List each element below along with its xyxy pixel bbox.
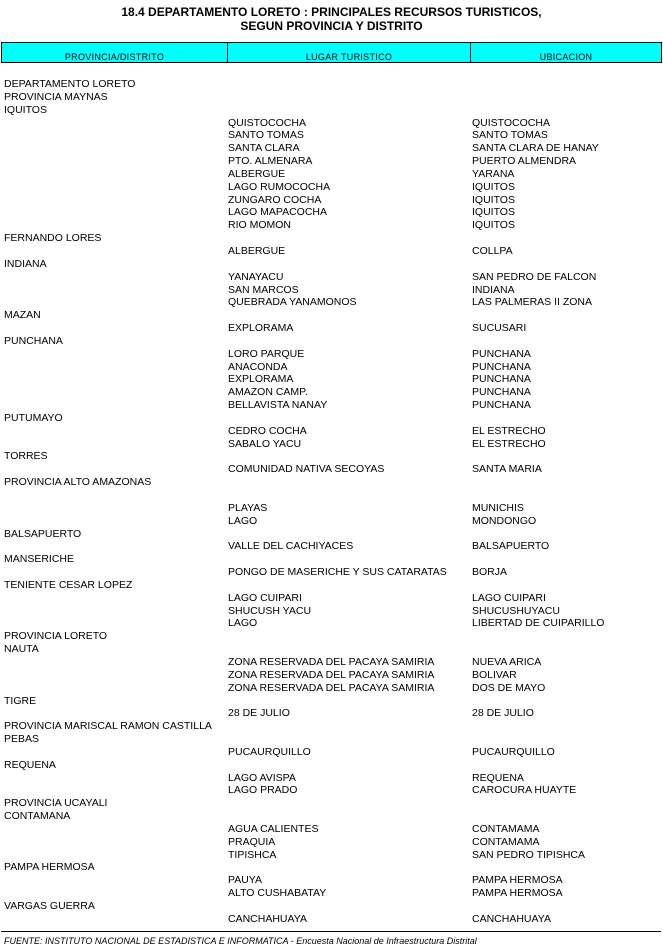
table-row — [0, 463, 663, 476]
table-row — [0, 245, 663, 258]
cell-provincia-distrito: PUTUMAYO — [4, 411, 63, 424]
table-row — [0, 425, 663, 438]
cell-ubicacion: BORJA — [472, 566, 508, 579]
table-row — [0, 206, 663, 219]
table-row — [0, 772, 663, 785]
cell-ubicacion: CONTAMAMA — [472, 822, 540, 835]
table-row — [0, 540, 663, 553]
table-row — [0, 271, 663, 284]
cell-provincia-distrito: NAUTA — [4, 643, 39, 656]
cell-ubicacion: EL ESTRECHO — [472, 424, 546, 437]
cell-ubicacion: SANTO TOMAS — [472, 129, 548, 142]
cell-ubicacion: REQUENA — [472, 771, 524, 784]
title-line-2: SEGUN PROVINCIA Y DISTRITO — [240, 19, 423, 33]
table-row — [0, 104, 663, 117]
header-lugar-turistico: LUGAR TURISTICO — [228, 43, 471, 62]
cell-provincia-distrito: PUNCHANA — [4, 334, 63, 347]
cell-ubicacion: COLLPA — [472, 244, 513, 257]
table-row — [0, 129, 663, 142]
footer-divider — [1, 931, 661, 932]
cell-ubicacion: CANCHAHUAYA — [472, 912, 551, 925]
cell-lugar-turistico: PONGO DE MASERICHE Y SUS CATARATAS — [228, 566, 447, 579]
cell-lugar-turistico: 28 DE JULIO — [228, 707, 290, 720]
cell-ubicacion: SHUCUSHUYACU — [472, 604, 560, 617]
cell-lugar-turistico: QUISTOCOCHA — [228, 116, 306, 129]
cell-ubicacion: NUEVA ARICA — [472, 655, 542, 668]
cell-ubicacion: LIBERTAD DE CUIPARILLO — [472, 617, 605, 630]
cell-ubicacion: 28 DE JULIO — [472, 707, 534, 720]
cell-lugar-turistico: PUCAURQUILLO — [228, 745, 311, 758]
cell-lugar-turistico: SANTA CLARA — [228, 142, 300, 155]
table-row — [0, 746, 663, 759]
cell-lugar-turistico: SANTO TOMAS — [228, 129, 304, 142]
cell-lugar-turistico: LAGO RUMOCOCHA — [228, 180, 331, 193]
cell-lugar-turistico: RIO MOMON — [228, 219, 291, 232]
cell-lugar-turistico: QUEBRADA YANAMONOS — [228, 296, 357, 309]
table-row — [0, 476, 663, 489]
table-row — [0, 656, 663, 669]
table-row — [0, 284, 663, 297]
table-row — [0, 296, 663, 309]
cell-provincia-distrito: FERNANDO LORES — [4, 232, 102, 245]
cell-ubicacion: IQUITOS — [472, 206, 515, 219]
cell-lugar-turistico: ZONA RESERVADA DEL PACAYA SAMIRIA — [228, 655, 435, 668]
table-row — [0, 887, 663, 900]
table-row — [0, 502, 663, 515]
cell-ubicacion: PAMPA HERMOSA — [472, 887, 563, 900]
table-row — [0, 438, 663, 451]
cell-ubicacion: SANTA MARIA — [472, 463, 542, 476]
table-row — [0, 91, 663, 104]
cell-provincia-distrito: DEPARTAMENTO LORETO — [4, 78, 136, 90]
table-row — [0, 219, 663, 232]
cell-ubicacion: CONTAMAMA — [472, 835, 540, 848]
cell-provincia-distrito: CONTAMANA — [4, 810, 71, 823]
cell-ubicacion: BOLIVAR — [472, 668, 517, 681]
table-row — [0, 913, 663, 926]
cell-provincia-distrito: REQUENA — [4, 758, 56, 771]
table-row — [0, 528, 663, 541]
cell-provincia-distrito: TENIENTE CESAR LOPEZ — [4, 578, 133, 591]
cell-provincia-distrito: MAZAN — [4, 309, 41, 322]
table-row — [0, 669, 663, 682]
table-body — [0, 78, 663, 926]
cell-ubicacion: BALSAPUERTO — [472, 540, 550, 553]
table-row — [0, 861, 663, 874]
cell-ubicacion: SAN PEDRO TIPISHCA — [472, 848, 585, 861]
cell-provincia-distrito: VARGAS GUERRA — [4, 900, 95, 912]
table-row — [0, 759, 663, 772]
cell-lugar-turistico: AGUA CALIENTES — [228, 822, 319, 835]
cell-lugar-turistico: AMAZON CAMP. — [228, 386, 308, 399]
table-row — [0, 386, 663, 399]
cell-ubicacion: LAS PALMERAS II ZONA — [472, 296, 593, 309]
cell-lugar-turistico: PTO. ALMENARA — [228, 155, 313, 168]
cell-lugar-turistico: ANACONDA — [228, 360, 288, 373]
cell-provincia-distrito: PROVINCIA MAYNAS — [4, 90, 108, 103]
cell-lugar-turistico: CEDRO COCHA — [228, 424, 307, 437]
cell-lugar-turistico: SHUCUSH YACU — [228, 604, 312, 617]
cell-lugar-turistico: PAUYA — [228, 874, 263, 887]
table-header — [1, 42, 662, 63]
table-row — [0, 797, 663, 810]
cell-ubicacion: LAGO CUIPARI — [472, 591, 546, 604]
cell-provincia-distrito: IQUITOS — [4, 103, 47, 116]
table-row — [0, 836, 663, 849]
cell-ubicacion: YARANA — [472, 167, 515, 180]
cell-provincia-distrito: PROVINCIA LORETO — [4, 630, 108, 643]
table-row — [0, 142, 663, 155]
cell-lugar-turistico: ALTO CUSHABATAY — [228, 887, 327, 900]
cell-lugar-turistico: PRAQUIA — [228, 835, 276, 848]
cell-lugar-turistico: ZUNGARO COCHA — [228, 193, 322, 206]
cell-provincia-distrito: PROVINCIA MARISCAL RAMON CASTILLA — [4, 720, 212, 733]
cell-lugar-turistico: CANCHAHUAYA — [228, 912, 307, 925]
table-row — [0, 155, 663, 168]
cell-lugar-turistico: COMUNIDAD NATIVA SECOYAS — [228, 463, 385, 476]
table-row — [0, 322, 663, 335]
table-row — [0, 258, 663, 271]
cell-ubicacion: SUCUSARI — [472, 322, 527, 335]
cell-ubicacion: IQUITOS — [472, 180, 515, 193]
cell-ubicacion: PAMPA HERMOSA — [472, 874, 563, 887]
cell-lugar-turistico: LAGO CUIPARI — [228, 591, 302, 604]
table-row — [0, 617, 663, 630]
cell-lugar-turistico: LORO PARQUE — [228, 347, 305, 360]
header-ubicacion: UBICACION — [539, 52, 593, 62]
cell-lugar-turistico: LAGO — [228, 514, 258, 527]
table-row — [0, 450, 663, 463]
cell-lugar-turistico: EXPLORAMA — [228, 322, 294, 335]
table-row — [0, 579, 663, 592]
cell-ubicacion: PUNCHANA — [472, 399, 531, 412]
cell-provincia-distrito: PEBAS — [4, 733, 40, 746]
table-row — [0, 900, 663, 913]
table-row — [0, 168, 663, 181]
cell-lugar-turistico: LAGO MAPACOCHA — [228, 206, 327, 219]
table-row — [0, 823, 663, 836]
cell-ubicacion: IQUITOS — [472, 193, 515, 206]
table-row — [0, 566, 663, 579]
cell-provincia-distrito: INDIANA — [4, 257, 47, 270]
table-row — [0, 309, 663, 322]
cell-lugar-turistico: EXPLORAMA — [228, 373, 294, 386]
cell-lugar-turistico: ALBERGUE — [228, 244, 286, 257]
table-row — [0, 373, 663, 386]
cell-ubicacion: PUNCHANA — [472, 347, 531, 360]
table-row — [0, 643, 663, 656]
cell-provincia-distrito: PAMPA HERMOSA — [4, 861, 95, 874]
cell-ubicacion: PUCAURQUILLO — [472, 745, 555, 758]
cell-lugar-turistico: TIPISHCA — [228, 848, 277, 861]
table-row — [0, 117, 663, 130]
table-row — [0, 78, 663, 91]
cell-lugar-turistico: ZONA RESERVADA DEL PACAYA SAMIRIA — [228, 681, 435, 694]
cell-lugar-turistico: LAGO AVISPA — [228, 771, 296, 784]
cell-lugar-turistico: YANAYACU — [228, 270, 284, 283]
table-row — [0, 849, 663, 862]
cell-ubicacion: DOS DE MAYO — [472, 681, 546, 694]
table-row — [0, 232, 663, 245]
cell-ubicacion: PUERTO ALMENDRA — [472, 155, 577, 168]
cell-ubicacion: PUNCHANA — [472, 360, 531, 373]
cell-lugar-turistico: BELLAVISTA NANAY — [228, 399, 328, 412]
table-row — [0, 553, 663, 566]
table-row — [0, 399, 663, 412]
table-row — [0, 348, 663, 361]
table-row — [0, 605, 663, 618]
table-row — [0, 412, 663, 425]
cell-lugar-turistico: PLAYAS — [228, 501, 268, 514]
table-row — [0, 682, 663, 695]
cell-provincia-distrito: PROVINCIA ALTO AMAZONAS — [4, 476, 152, 489]
table-row — [0, 874, 663, 887]
table-row — [0, 720, 663, 733]
table-row — [0, 181, 663, 194]
cell-ubicacion: SANTA CLARA DE HANAY — [472, 142, 599, 155]
cell-lugar-turistico: ALBERGUE — [228, 167, 286, 180]
table-row — [0, 515, 663, 528]
table-row — [0, 335, 663, 348]
table-row — [0, 489, 663, 502]
table-row — [0, 810, 663, 823]
table-row — [0, 784, 663, 797]
table-row — [0, 194, 663, 207]
cell-lugar-turistico: VALLE DEL CACHIYACES — [228, 540, 354, 553]
cell-ubicacion: QUISTOCOCHA — [472, 116, 550, 129]
table-row — [0, 361, 663, 374]
cell-provincia-distrito: TIGRE — [4, 694, 37, 707]
cell-lugar-turistico: LAGO PRADO — [228, 784, 298, 797]
table-row — [0, 695, 663, 708]
cell-ubicacion: PUNCHANA — [472, 373, 531, 386]
cell-provincia-distrito: PROVINCIA UCAYALI — [4, 797, 108, 810]
cell-lugar-turistico: LAGO — [228, 617, 258, 630]
cell-ubicacion: IQUITOS — [472, 219, 515, 232]
source-note: FUENTE: INSTITUTO NACIONAL DE ESTADISTICA E INFORMATICA - Encuesta Nacional de Infraestructura Distrital — [4, 936, 477, 946]
cell-provincia-distrito: BALSAPUERTO — [4, 527, 82, 540]
cell-lugar-turistico: ZONA RESERVADA DEL PACAYA SAMIRIA — [228, 668, 435, 681]
table-row — [0, 733, 663, 746]
cell-ubicacion: MUNICHIS — [472, 501, 524, 514]
cell-lugar-turistico: SAN MARCOS — [228, 283, 299, 296]
table-row — [0, 630, 663, 643]
title-line-1: 18.4 DEPARTAMENTO LORETO : PRINCIPALES RECURSOS TURISTICOS, — [121, 5, 542, 19]
table-row — [0, 707, 663, 720]
cell-ubicacion: EL ESTRECHO — [472, 437, 546, 450]
cell-ubicacion: CAROCURA HUAYTE — [472, 784, 577, 797]
cell-ubicacion: MONDONGO — [472, 514, 537, 527]
cell-lugar-turistico: SABALO YACU — [228, 437, 302, 450]
cell-provincia-distrito: MANSERICHE — [4, 553, 75, 566]
cell-ubicacion: SAN PEDRO DE FALCON — [472, 270, 597, 283]
cell-ubicacion: INDIANA — [472, 283, 515, 296]
table-row — [0, 592, 663, 605]
cell-ubicacion: PUNCHANA — [472, 386, 531, 399]
table-title — [0, 5, 663, 33]
header-provincia-distrito: PROVINCIA/DISTRITO — [2, 43, 228, 62]
cell-provincia-distrito: TORRES — [4, 450, 48, 463]
